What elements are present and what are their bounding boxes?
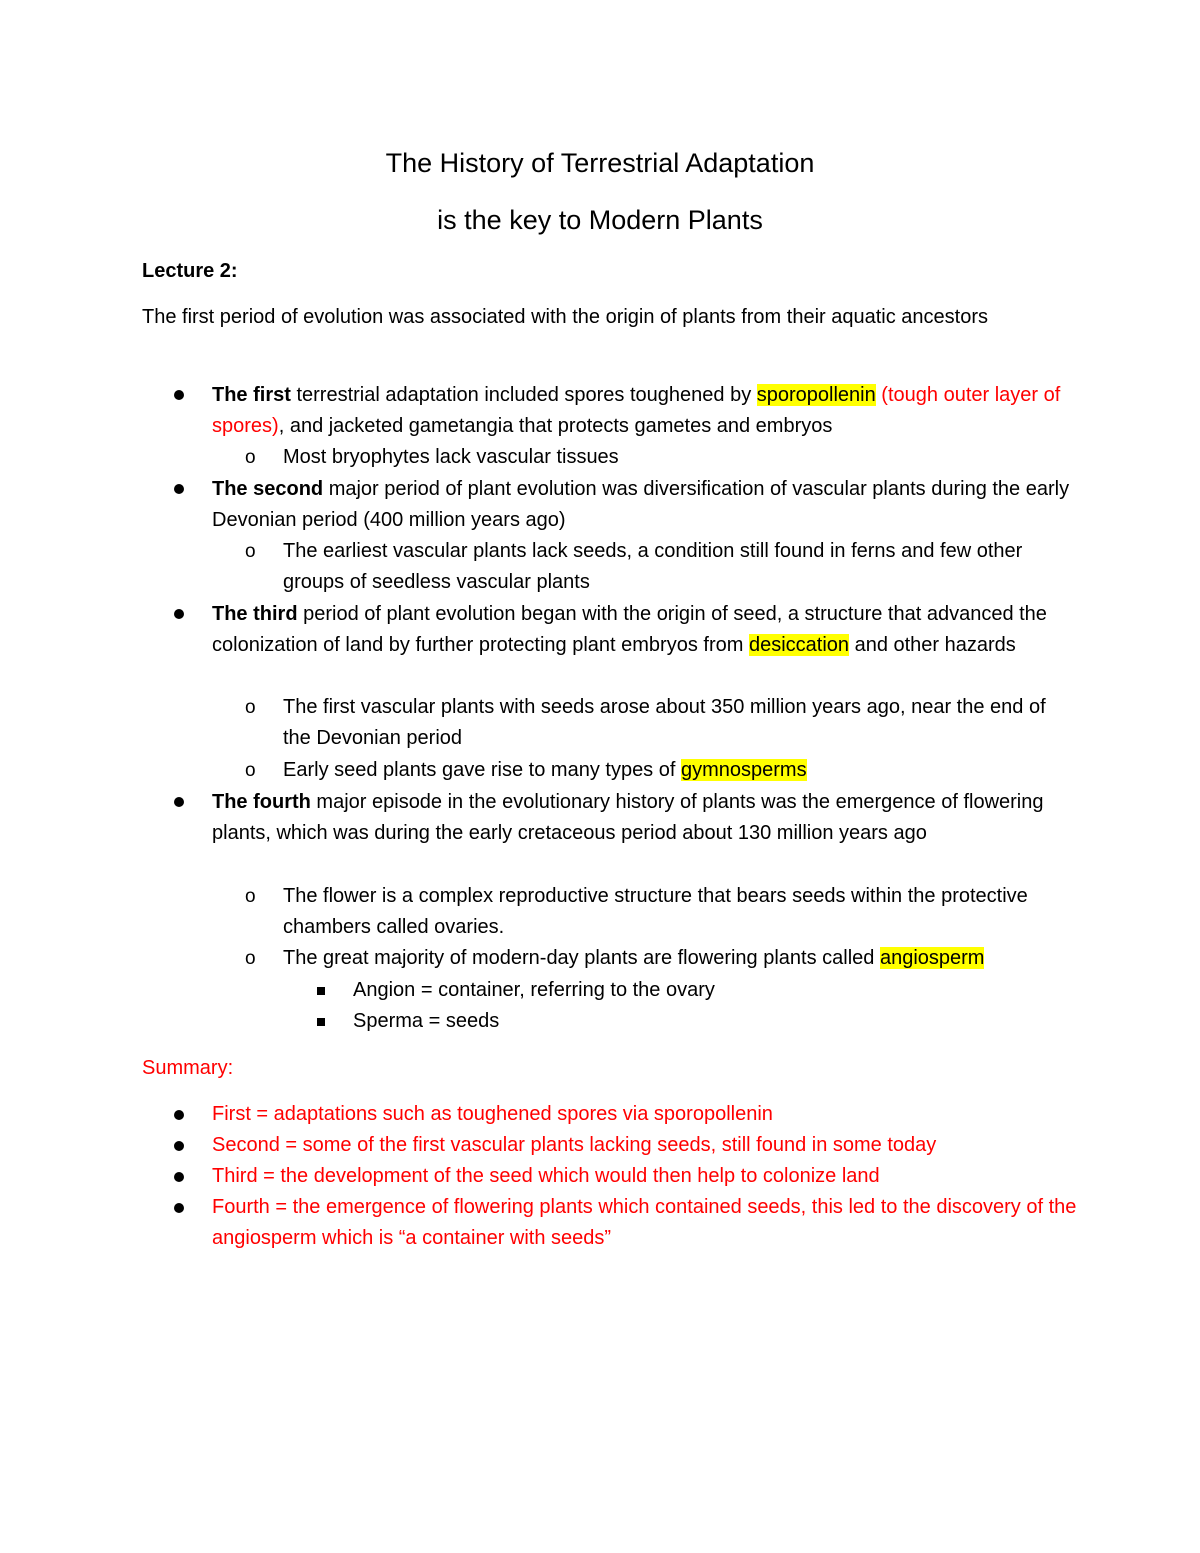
highlighted-term: gymnosperms xyxy=(680,759,807,781)
bullet-text: terrestrial adaptation included spores toughened by xyxy=(290,384,757,406)
bullet-lead: The second xyxy=(212,478,324,500)
sub-sub-bullet-item: Angion = container, referring to the ovary xyxy=(353,979,715,1001)
bullet-second xyxy=(212,474,1082,536)
summary-item: Second = some of the first vascular plants lacking seeds, still found in some today xyxy=(212,1134,937,1156)
bullet-dot-icon xyxy=(174,1141,184,1151)
bullet-dot-icon xyxy=(174,609,184,619)
sub-bullet-text: Early seed plants gave rise to many types of xyxy=(283,759,681,781)
bullet-dot-icon xyxy=(174,390,184,400)
bullet-text: and other hazards xyxy=(849,634,1016,656)
bullet-dot-icon xyxy=(174,1110,184,1120)
sub-bullet-item: Most bryophytes lack vascular tissues xyxy=(283,446,619,468)
bullet-text: major episode in the evolutionary history of plants was the emergence of flowering plants, which was during the early cretaceous period about 130 million years ago xyxy=(212,791,1044,844)
summary-item: First = adaptations such as toughened spores via sporopollenin xyxy=(212,1103,773,1125)
highlighted-term: angiosperm xyxy=(879,947,985,969)
sub-bullet-text: The great majority of modern-day plants are flowering plants called xyxy=(283,947,880,969)
bullet-lead: The fourth xyxy=(212,791,311,813)
summary-item: Fourth = the emergence of flowering plants which contained seeds, this led to the discovery of the angiosperm which is “a container with seeds” xyxy=(212,1196,1077,1249)
bullet-lead: The first xyxy=(212,384,291,406)
sub-bullet-icon: o xyxy=(245,541,256,562)
sub-bullet-item xyxy=(283,755,1073,786)
summary-label: Summary: xyxy=(142,1057,234,1079)
bullet-first xyxy=(212,380,1082,442)
sub-bullet-icon: o xyxy=(245,948,256,969)
square-bullet-icon xyxy=(317,987,325,995)
sub-bullet-icon: o xyxy=(245,447,256,468)
sub-sub-bullet-item: Sperma = seeds xyxy=(353,1010,500,1032)
bullet-text: , and jacketed gametangia that protects gametes and embryos xyxy=(278,415,833,437)
square-bullet-icon xyxy=(317,1018,325,1026)
bullet-fourth xyxy=(212,787,1082,849)
bullet-lead: The third xyxy=(212,603,298,625)
sub-bullet-icon: o xyxy=(245,697,256,718)
red-note: (tough outer layer of spores) xyxy=(212,384,1061,437)
summary-item: Third = the development of the seed which would then help to colonize land xyxy=(212,1165,880,1187)
bullet-dot-icon xyxy=(174,797,184,807)
sub-bullet-icon: o xyxy=(245,760,256,781)
intro-paragraph: The first period of evolution was associated with the origin of plants from their aquatic ancestors xyxy=(142,306,988,328)
bullet-text: major period of plant evolution was diversification of vascular plants during the early Devonian period (400 million years ago) xyxy=(212,478,1070,531)
bullet-third xyxy=(212,599,1082,661)
sub-bullet-item: The earliest vascular plants lack seeds, a condition still found in ferns and few other groups of seedless vascular plants xyxy=(283,540,1023,593)
sub-bullet-item xyxy=(283,943,1073,974)
bullet-dot-icon xyxy=(174,1172,184,1182)
sub-bullet-icon: o xyxy=(245,886,256,907)
highlighted-term: desiccation xyxy=(748,634,850,656)
sub-bullet-item: The first vascular plants with seeds arose about 350 million years ago, near the end of the Devonian period xyxy=(283,696,1046,749)
bullet-text: period of plant evolution began with the origin of seed, a structure that advanced the colonization of land by further protecting plant embryos from xyxy=(212,603,1047,656)
document-title: The History of Terrestrial Adaptation xyxy=(385,148,815,178)
sub-bullet-item: The flower is a complex reproductive structure that bears seeds within the protective chambers called ovaries. xyxy=(283,885,1028,938)
lecture-label: Lecture 2: xyxy=(142,260,238,282)
highlighted-term: sporopollenin xyxy=(756,384,876,406)
bullet-dot-icon xyxy=(174,484,184,494)
bullet-dot-icon xyxy=(174,1203,184,1213)
document-subtitle: is the key to Modern Plants xyxy=(437,205,763,235)
